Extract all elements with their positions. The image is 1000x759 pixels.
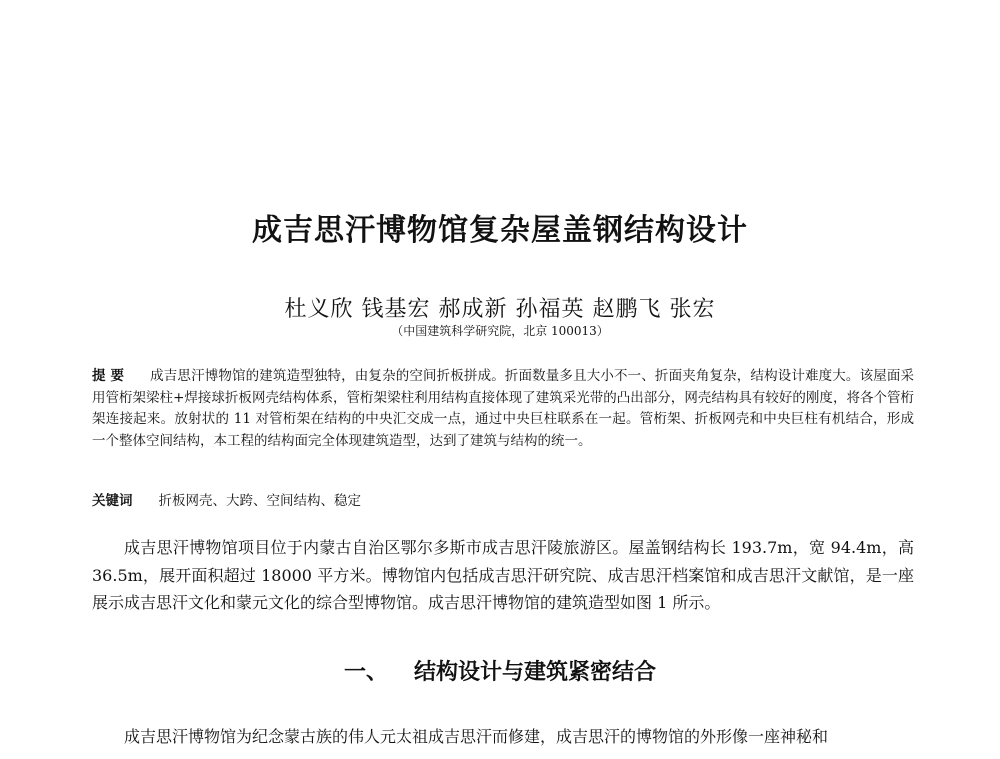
abstract-text: 成吉思汗博物馆的建筑造型独特，由复杂的空间折板拼成。折面数量多且大小不一、折面夹角复杂，结构设计难度大。该屋面采用管桁架梁柱+焊接球折板网壳结构体系，管桁架梁柱利用结构直接体现了建筑采光带的凸出部分，网壳结构具有较好的刚度，将各个管桁架连接起来。放射状的 11 对管桁架在结构的中央汇交成一点，通过中央巨柱联系在一起。管桁架、折板网壳和中央巨柱有机结合，形成一个整体空间结构，本工程的结构面完全体现建筑造型，达到了建筑与结构的统一。: [92, 368, 915, 449]
author-list: 杜义欣 钱基宏 郝成新 孙福英 赵鹏飞 张宏: [284, 297, 716, 322]
abstract: [92, 366, 914, 452]
section-title: 结构设计与建筑紧密结合: [414, 660, 657, 685]
paper-title: 成吉思汗博物馆复杂屋盖钢结构设计: [252, 213, 748, 248]
section-number: 一、: [343, 660, 388, 685]
keywords: [92, 489, 361, 509]
abstract-label: 提 要: [92, 368, 125, 384]
keywords-text: 折板网壳、大跨、空间结构、稳定: [158, 493, 361, 509]
section-paragraph: 成吉思汗博物馆为纪念蒙古族的伟人元太祖成吉思汗而修建，成吉思汗的博物馆的外形像一座神秘和: [124, 727, 829, 746]
keywords-label: 关键词: [92, 493, 133, 509]
intro-paragraph: 成吉思汗博物馆项目位于内蒙古自治区鄂尔多斯市成吉思汗陵旅游区。屋盖钢结构长 193.7m，宽 94.4m，高 36.5m，展开面积超过 18000 平方米。博物馆内包括成吉思汗研究院、成吉思汗档案馆和成吉思汗文献馆，是一座展示成吉思汗文化和蒙元文化的综合型博物馆。成吉思汗博物馆的建筑造型如图 1 所示。: [92, 538, 914, 612]
section-heading: [0, 655, 1000, 686]
author-affiliation: （中国建筑科学研究院，北京 100013）: [391, 324, 609, 338]
